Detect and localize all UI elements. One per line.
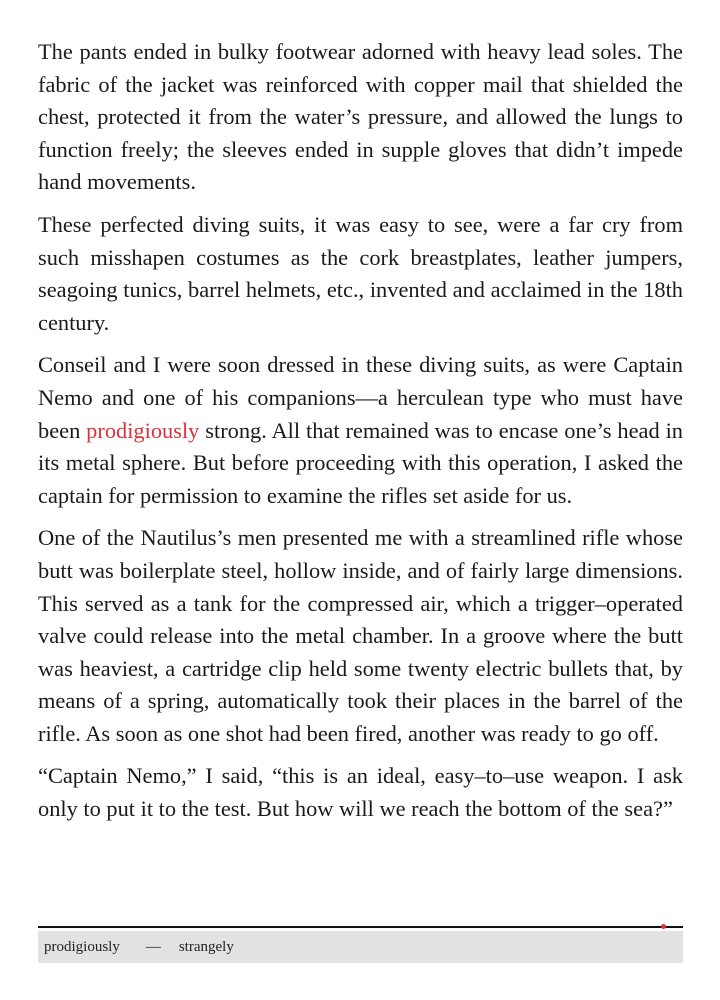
paragraph-3	[38, 349, 683, 512]
progress-track	[38, 926, 683, 928]
paragraph-5: “Captain Nemo,” I said, “this is an ideal, easy–to–use weapon. I ask only to put it to the test. But how will we reach the bottom of the sea?”	[38, 763, 683, 822]
paragraph-2: These perfected diving suits, it was easy to see, were a far cry from such misshapen costumes as the cork breastplates, leather jumpers, seagoing tunics, barrel helmets, etc., invented and acclaimed in the 18th century.	[38, 211, 683, 335]
reading-progress-bar[interactable]	[38, 925, 683, 929]
reading-page	[38, 36, 683, 836]
glossary-panel	[38, 925, 683, 963]
glossary-separator: —	[145, 939, 161, 955]
paragraph-3-text-before: Conseil and I were soon dressed in these diving suits, as were Captain Nemo and one of his companions—a herculean type who must have been	[38, 352, 683, 443]
glossary-definition: strangely	[178, 939, 234, 955]
glossary-word: prodigiously	[44, 939, 120, 955]
highlighted-word[interactable]: prodigiously	[86, 417, 200, 443]
paragraph-3-text-after: strong. All that remained was to encase one’s head in its metal sphere. But before proceeding with this operation, I asked the captain for permission to examine the rifles set aside for us.	[38, 417, 683, 508]
paragraph-1: The pants ended in bulky footwear adorned with heavy lead soles. The fabric of the jacket was reinforced with copper mail that shielded the chest, protected it from the water’s pressure, and allowed the lungs to function freely; the sleeves ended in supple gloves that didn’t impede hand movements.	[38, 39, 683, 195]
paragraph-4: One of the Nautilus’s men presented me with a streamlined rifle whose butt was boilerplate steel, hollow inside, and of fairly large dimensions. This served as a tank for the compressed air, which a trigger–operated valve could release into the metal chamber. In a groove where the butt was heaviest, a cartridge clip held some twenty electric bullets that, by means of a spring, automatically took their places in the barrel of the rifle. As soon as one shot had been fired, another was ready to go off.	[38, 525, 683, 746]
progress-marker[interactable]	[661, 924, 666, 929]
glossary-bar	[38, 931, 683, 963]
